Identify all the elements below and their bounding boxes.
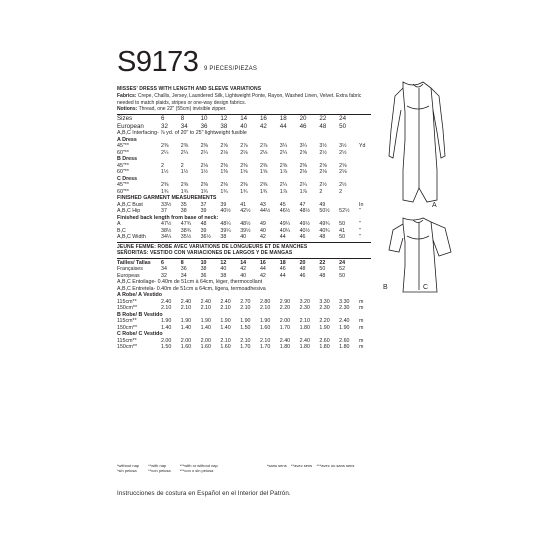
table-cell: 32: [161, 122, 168, 130]
row-label: A,B,C Bust: [117, 201, 143, 208]
table-cell: 2⅝: [339, 162, 347, 169]
table-cell: 36: [180, 266, 187, 272]
table-cell: 24: [339, 115, 347, 122]
table-cell: 1.90: [220, 318, 231, 324]
table-cell: 48½: [299, 208, 310, 214]
table-cell: 18: [279, 115, 287, 122]
technical-drawings: [375, 70, 465, 310]
table-cell: 2⅜: [200, 182, 208, 188]
table-cell: 2.80: [259, 298, 271, 305]
table-cell: 2.60: [319, 337, 330, 344]
table-cell: 1½: [161, 169, 169, 175]
table-cell: 2⅜: [299, 162, 307, 169]
row-label: Tailles/ Tallas: [117, 259, 151, 266]
table-cell: 2.10: [180, 305, 192, 311]
table-cell: 40: [259, 227, 266, 234]
table-cell: 39: [200, 227, 207, 234]
table-cell: 41: [240, 201, 247, 208]
table-cell: 2⅝: [319, 162, 327, 169]
table-cell: 49: [259, 221, 266, 227]
table-cell: 49¼: [279, 221, 291, 227]
table-cell: 2.40: [180, 298, 192, 305]
unit-cell: m: [359, 318, 364, 324]
table-cell: 33½: [161, 201, 172, 208]
table-cell: 44½: [259, 208, 271, 214]
table-cell: 2.20: [279, 305, 291, 311]
table-cell: 1⅝: [259, 169, 268, 175]
table-cell: 14: [240, 259, 247, 266]
table-cell: 46: [299, 272, 306, 279]
table-cell: 3.30: [339, 298, 350, 305]
table-cell: 38: [220, 272, 227, 279]
table-cell: 1.40: [220, 324, 231, 331]
table-cell: 38: [180, 208, 187, 214]
table-cell: 37: [161, 208, 167, 214]
table-cell: 1¾: [161, 188, 169, 195]
unit-cell: In: [359, 201, 364, 208]
table-cell: 32: [161, 272, 167, 279]
unit-cell: m: [359, 324, 364, 331]
table-cell: 1⅜: [220, 169, 228, 175]
table-cell: 2½: [339, 182, 347, 188]
row-label: A,B,C Hip: [117, 208, 141, 214]
table-cell: 2.00: [200, 337, 211, 344]
table-cell: 3½: [339, 143, 347, 149]
table-cell: 2⅞: [259, 143, 268, 149]
unit-cell: m: [359, 344, 364, 350]
table-cell: 46: [279, 266, 286, 272]
table-cell: 39: [220, 201, 227, 208]
table-cell: 2.00: [279, 318, 291, 324]
table-cell: 49: [319, 201, 326, 208]
table-cell: 1.80: [339, 344, 350, 350]
table-cell: 2½: [339, 149, 347, 156]
table-cell: 1.90: [339, 324, 350, 331]
table-cell: 10: [200, 115, 208, 122]
table-cell: 44: [259, 266, 266, 272]
dress-b-c-drawing: [389, 218, 451, 292]
pattern-info: [117, 44, 371, 351]
row-label: B,C: [117, 227, 126, 234]
table-cell: 46: [299, 234, 306, 240]
table-cell: 2⅞: [240, 143, 248, 149]
fabrics: Fabrics: Crepe, Challis, Jersey, Laundered Silk, Lightweight Ponte, Rayon, Washed Linen, Velvet. Extra fabric needed to match plaids, stripes or one-way design fabrics.: [117, 93, 362, 106]
table-cell: 36: [200, 122, 208, 130]
table-cell: 2⅛: [220, 149, 228, 156]
table-cell: 2⅜: [220, 182, 228, 188]
table-cell: 50: [319, 266, 326, 272]
table-cell: 48: [200, 221, 207, 227]
table-cell: 52: [339, 266, 346, 272]
table-cell: 2⅜: [180, 143, 189, 149]
unit-cell: [359, 123, 371, 131]
table-cell: 34: [161, 266, 167, 272]
row-label: 60"**: [117, 149, 129, 156]
title-french: JEUNE FEMME: ROBE AVEC VARIATIONS DE LONGUEURS ET DE MANCHES: [117, 243, 308, 250]
table-cell: 1⅞: [279, 188, 288, 195]
table-cell: 2.40: [220, 298, 231, 305]
table-cell: 3¼: [299, 143, 307, 149]
table-cell: 1.80: [299, 324, 310, 331]
unit-cell: [359, 115, 371, 123]
table-cell: 2.10: [240, 337, 251, 344]
unit-cell: m: [359, 337, 364, 344]
table-cell: 45: [279, 201, 286, 208]
table-cell: 2⅜: [259, 162, 268, 169]
table-cell: 46½: [279, 208, 291, 214]
pattern-number: S9173: [117, 46, 199, 78]
table-cell: 2¼: [279, 182, 288, 188]
table-cell: 16: [259, 259, 266, 266]
footnote-col-2: **with nap **con pelusa: [148, 463, 171, 473]
table-cell: 49¾: [319, 221, 330, 227]
table-cell: 2: [161, 162, 164, 169]
table-cell: 2⅝: [220, 143, 228, 149]
spanish-instructions-note: Instrucciones de costura en Español en el Interior del Patrón.: [117, 490, 291, 497]
table-cell: 2⅜: [200, 143, 208, 149]
row-label: 45"**: [117, 143, 129, 149]
table-cell: 1.40: [180, 324, 192, 331]
table-cell: 1.80: [279, 344, 291, 350]
title-spanish: SEÑORITAS: VESTIDO CON VARIACIONES DE LARGOS Y DE MANGAS: [117, 250, 293, 256]
footnote-col-1: *without nap *sin pelusa: [117, 463, 140, 473]
footnotes: [117, 463, 371, 473]
notions: Notions: Thread, one 22" (55cm) invisible zipper.: [117, 106, 227, 112]
table-cell: 3¼: [279, 143, 288, 149]
table-cell: 44: [279, 272, 286, 279]
table-cell: 36½: [200, 234, 211, 240]
row-label: A,B,C Entretela- 0.40m de 51cm a 64cm, ligera, termoadhesiva: [117, 285, 266, 292]
table-cell: 34: [180, 272, 187, 279]
table-cell: 48: [319, 122, 327, 130]
figure-label-b: B: [383, 284, 388, 291]
table-cell: 1.90: [259, 318, 271, 324]
table-cell: 40: [220, 266, 227, 272]
table-cell: 2.00: [161, 337, 172, 344]
table-cell: 42½: [240, 208, 251, 214]
row-label: Sizes: [117, 115, 133, 122]
table-cell: 40½: [220, 208, 231, 214]
unit-cell: ": [359, 234, 361, 240]
table-cell: 40¼: [279, 227, 291, 234]
table-cell: 1.50: [161, 344, 172, 350]
table-cell: 3.30: [319, 298, 330, 305]
table-cell: 2⅛: [339, 169, 347, 175]
row-label: 115cm**: [117, 298, 137, 305]
table-cell: 1.60: [259, 324, 271, 331]
table-cell: 35: [180, 201, 187, 208]
row-label: A Dress: [117, 136, 137, 143]
table-cell: 6: [161, 259, 164, 266]
table-cell: 2⅝: [299, 149, 307, 156]
table-cell: 2.40: [299, 337, 310, 344]
table-cell: 2⅜: [279, 162, 288, 169]
table-cell: 1.60: [200, 344, 211, 350]
table-cell: 1.60: [180, 344, 192, 350]
row-label: A,B,C Interfacing- ⅞ yd. of 20" to 25" lightweight fusible: [117, 130, 247, 136]
table-cell: 48½: [240, 221, 251, 227]
table-cell: 2¼: [180, 149, 189, 156]
table-cell: 38¾: [180, 227, 192, 234]
row-label: Europeas: [117, 272, 140, 279]
title-english: MISSES' DRESS WITH LENGTH AND SLEEVE VARIATIONS: [117, 86, 262, 92]
table-cell: 2.30: [319, 305, 330, 311]
table-cell: 10: [200, 259, 207, 266]
row-label: 45"**: [117, 162, 129, 169]
table-cell: 34¼: [161, 234, 172, 240]
table-cell: 2: [180, 162, 184, 169]
table-cell: 48¼: [220, 221, 231, 227]
table-cell: 39: [200, 208, 207, 214]
table-cell: 1.40: [200, 324, 211, 331]
table-cell: 44: [279, 122, 287, 130]
table-cell: 1.50: [240, 324, 251, 331]
table-cell: 1.90: [200, 318, 211, 324]
table-cell: 2⅜: [180, 182, 189, 188]
table-cell: 2.10: [200, 305, 211, 311]
table-cell: 40: [240, 122, 248, 130]
divider: [117, 242, 371, 243]
table-cell: 2.10: [161, 305, 172, 311]
table-cell: 40½: [299, 227, 310, 234]
table-cell: 1¾: [180, 188, 189, 195]
table-cell: 2½: [319, 149, 327, 156]
table-cell: 52½: [339, 208, 350, 214]
table-cell: 50: [339, 122, 347, 130]
sizes-row: [117, 115, 371, 123]
table-cell: 2: [339, 188, 343, 195]
table-cell: 2⅜: [240, 182, 248, 188]
table-cell: 35½: [180, 234, 192, 240]
table-cell: 2.40: [339, 318, 350, 324]
table-cell: 18: [279, 259, 286, 266]
table-cell: 12: [220, 115, 228, 122]
back-length-row: [117, 234, 371, 241]
table-cell: 2⅜: [161, 143, 169, 149]
table-cell: 1¾: [259, 188, 268, 195]
table-cell: 50: [339, 272, 346, 279]
header: [117, 44, 371, 86]
table-cell: 1.70: [240, 344, 251, 350]
table-cell: 1.40: [161, 324, 172, 331]
table-cell: 1½: [200, 169, 208, 175]
table-cell: 47¾: [180, 221, 192, 227]
unit-cell: ": [359, 227, 361, 234]
table-cell: 16: [259, 115, 267, 122]
table-cell: 2.30: [339, 305, 350, 311]
table-cell: 2.40: [200, 298, 211, 305]
pieces-count: 9 PIECES/PIEZAS: [204, 66, 258, 72]
table-cell: 40: [240, 272, 247, 279]
table-cell: 1.90: [240, 318, 251, 324]
table-cell: 2.10: [299, 318, 310, 324]
table-cell: 50: [339, 234, 346, 240]
table-cell: 39¼: [220, 227, 231, 234]
table-cell: 1.70: [259, 344, 271, 350]
table-cell: 1¾: [240, 188, 248, 195]
row-label: Françaises: [117, 266, 143, 272]
row-label: A Robe/ A Vestido: [117, 292, 163, 298]
table-cell: 43: [259, 201, 266, 208]
table-cell: 2.90: [279, 298, 291, 305]
table-cell: 42: [259, 122, 267, 130]
table-cell: 2.10: [220, 337, 231, 344]
table-cell: 1.80: [319, 344, 330, 350]
table-cell: 2.00: [180, 337, 192, 344]
row-label: A,B,C Entoilage- 0.40m de 51cm à 64cm, léger, thermocollant: [117, 279, 263, 285]
table-cell: 3.20: [299, 298, 310, 305]
table-cell: 2.10: [259, 305, 271, 311]
table-cell: 1½: [180, 169, 189, 175]
table-cell: 2⅛: [200, 162, 208, 169]
table-cell: 1¾: [220, 188, 228, 195]
table-cell: 2.10: [220, 305, 231, 311]
unit-cell: ": [359, 208, 361, 214]
table-cell: 1⅞: [279, 169, 288, 175]
table-cell: 41: [339, 227, 346, 234]
row-label: 150cm**: [117, 305, 138, 311]
figure-label-a: A: [432, 202, 437, 209]
table-cell: 2⅜: [220, 162, 228, 169]
table-cell: 1⅞: [299, 188, 307, 195]
table-cell: 1.70: [279, 324, 291, 331]
table-cell: 38½: [161, 227, 172, 234]
table-cell: 2.40: [279, 337, 291, 344]
row-label: C Dress: [117, 175, 138, 182]
table-cell: 20: [299, 259, 306, 266]
unit-cell: m: [359, 305, 364, 311]
table-cell: 2⅜: [161, 182, 169, 188]
row-label: B Robe/ B Vestido: [117, 311, 163, 318]
table-cell: 2¼: [299, 182, 307, 188]
table-cell: 2⅜: [259, 182, 268, 188]
table-cell: 2⅜: [240, 162, 248, 169]
table-cell: 49½: [299, 221, 310, 227]
table-cell: 47½: [161, 221, 172, 227]
table-cell: 24: [339, 259, 346, 266]
row-label: 45"**: [117, 182, 129, 188]
table-cell: 3½: [319, 143, 327, 149]
table-cell: 38: [220, 234, 227, 240]
table-cell: 2: [319, 188, 323, 195]
footnote-col-3: ***with or without nap ***con o sin pelusa: [179, 463, 218, 473]
table-cell: 2⅛: [299, 169, 307, 175]
row-label: 150cm**: [117, 324, 138, 331]
table-cell: 39½: [240, 227, 251, 234]
table-cell: 1.90: [161, 318, 172, 324]
table-cell: 2.70: [240, 298, 251, 305]
european-row: [117, 123, 371, 131]
table-cell: 6: [161, 115, 165, 122]
table-cell: 2¼: [200, 149, 208, 156]
table-cell: 2.10: [240, 305, 251, 311]
table-cell: 8: [180, 259, 184, 266]
table-cell: 50: [339, 221, 346, 227]
table-cell: 48: [299, 266, 306, 272]
table-cell: 1.90: [319, 324, 330, 331]
row-label: FINISHED GARMENT MEASUREMENTS: [117, 195, 217, 201]
table-cell: 48: [319, 234, 326, 240]
row-label: European: [117, 122, 144, 130]
unit-cell: Yd: [359, 143, 366, 149]
unit-cell: ": [359, 221, 361, 227]
table-cell: 1.80: [299, 344, 310, 350]
row-label: B Dress: [117, 156, 138, 162]
row-label: C Robe/ C Vestido: [117, 331, 163, 337]
table-cell: 47: [299, 201, 306, 208]
table-cell: 2.40: [161, 298, 172, 305]
table-cell: 2¼: [161, 149, 169, 156]
table-cell: 40¾: [319, 227, 330, 234]
imperial-yardage-table: [117, 115, 371, 241]
row-label: 115cm**: [117, 337, 137, 344]
table-cell: 20: [299, 115, 307, 122]
table-cell: 14: [240, 115, 248, 122]
row-label: A,B,C Width: [117, 234, 146, 240]
unit-cell: m: [359, 298, 364, 305]
table-cell: 2½: [319, 182, 327, 188]
table-cell: 46: [299, 122, 307, 130]
row-label: A: [117, 221, 121, 227]
table-cell: 1.60: [220, 344, 231, 350]
table-cell: 44: [279, 234, 286, 240]
dress-drawings-svg: [375, 70, 465, 310]
table-cell: 42: [240, 266, 247, 272]
table-cell: 48: [319, 272, 326, 279]
row-label: 115cm**: [117, 318, 137, 324]
table-cell: 1¾: [200, 188, 208, 195]
footnote-french: *sans sens **avec sens ***avec ou sans sens: [267, 463, 355, 468]
table-cell: 38: [200, 266, 207, 272]
table-cell: 22: [319, 259, 326, 266]
table-cell: 2.10: [259, 337, 271, 344]
table-cell: 42: [259, 272, 266, 279]
table-cell: 1.90: [180, 318, 192, 324]
table-cell: 2.60: [339, 337, 350, 344]
table-cell: 42: [259, 234, 266, 240]
table-cell: 2⅛: [319, 169, 327, 175]
table-cell: 40: [240, 234, 247, 240]
figure-label-c: C: [423, 284, 429, 291]
table-cell: 34: [180, 122, 188, 130]
table-cell: 38: [220, 122, 228, 130]
table-cell: 2.30: [299, 305, 310, 311]
row-label: Finished back length from base of neck:: [117, 214, 219, 221]
table-cell: 36: [200, 272, 207, 279]
row-label: 150cm**: [117, 344, 138, 350]
table-cell: 2.20: [319, 318, 330, 324]
table-cell: 2¼: [279, 149, 288, 156]
dress-a-drawing: [389, 82, 445, 202]
table-cell: 1⅝: [240, 169, 248, 175]
table-cell: 2⅛: [259, 149, 268, 156]
metric-row: [117, 344, 371, 351]
row-label: 60"**: [117, 169, 129, 175]
table-cell: 12: [220, 259, 227, 266]
table-cell: 22: [319, 115, 327, 122]
table-cell: 50½: [319, 208, 330, 214]
table-cell: 2⅛: [240, 149, 248, 156]
metric-yardage-table: [117, 260, 371, 351]
table-cell: 8: [180, 115, 185, 122]
row-label: 60"**: [117, 188, 129, 195]
table-cell: 37: [200, 201, 207, 208]
